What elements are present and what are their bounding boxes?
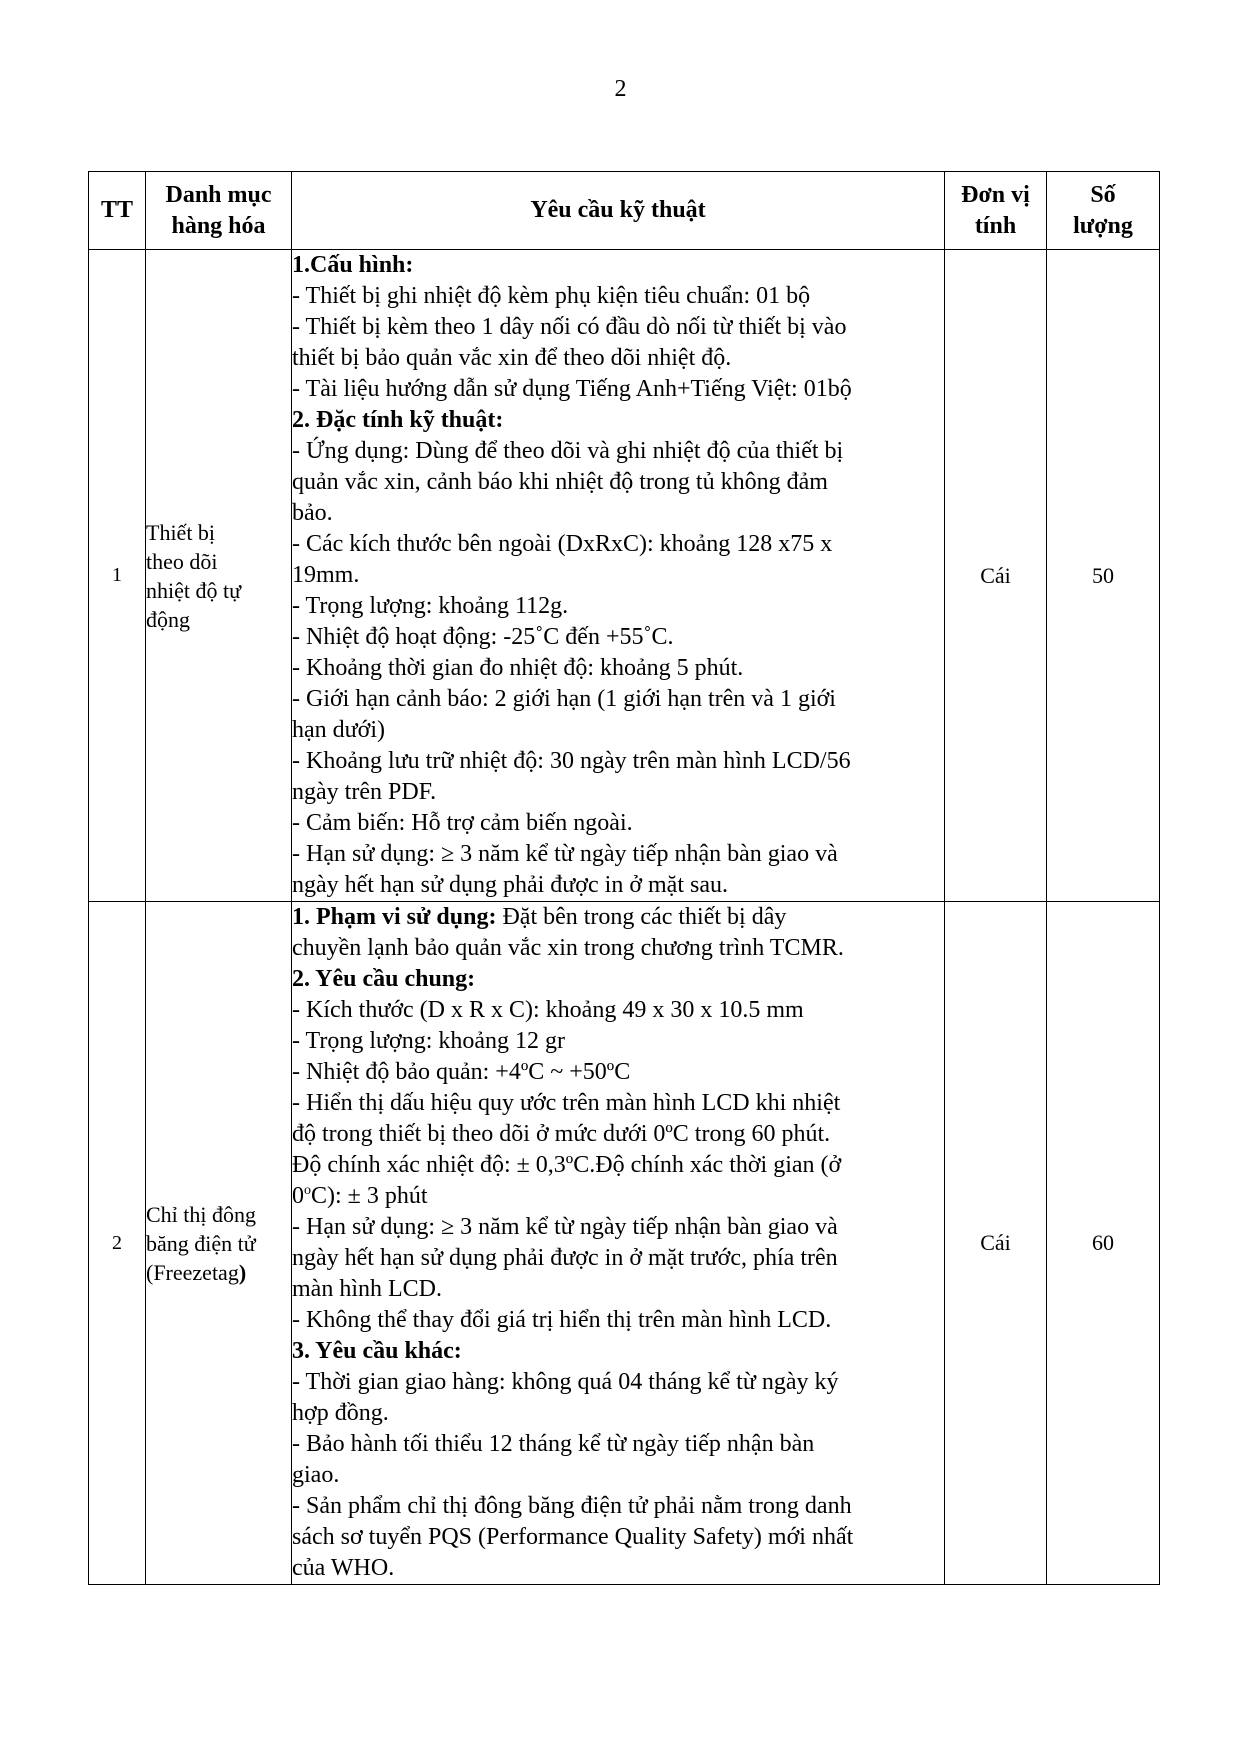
requirement-line: ngày trên PDF. (292, 779, 437, 805)
section-heading: 1. Phạm vi sử dụng: (292, 904, 497, 930)
requirement-line: - Thời gian giao hàng: không quá 04 tháng kể từ ngày ký (292, 1369, 839, 1395)
requirement-line: - Giới hạn cảnh báo: 2 giới hạn (1 giới hạn trên và 1 giới (292, 686, 836, 712)
technical-requirements (292, 250, 945, 902)
requirement-line: quản vắc xin, cảnh báo khi nhiệt độ trong tủ không đảm (292, 469, 828, 495)
requirement-line (292, 902, 944, 933)
requirement-text: 0 (292, 1183, 304, 1209)
requirement-line: ngày hết hạn sử dụng phải được in ở mặt trước, phía trên (292, 1245, 838, 1271)
requirement-line: - Các kích thước bên ngoài (DxRxC): khoảng 128 x75 x (292, 531, 833, 557)
item-name (146, 902, 292, 1585)
item-name-paren: ) (238, 1259, 247, 1285)
requirement-line: - Thiết bị ghi nhiệt độ kèm phụ kiện tiêu chuẩn: 01 bộ (292, 283, 811, 309)
item-name-line (146, 1258, 291, 1287)
requirement-line: màn hình LCD. (292, 1276, 442, 1302)
requirement-line: giao. (292, 1462, 340, 1488)
requirement-line: - Tài liệu hướng dẫn sử dụng Tiếng Anh+Tiếng Việt: 01bộ (292, 376, 852, 402)
header-unit-line-1: Đơn vị (961, 181, 1030, 208)
requirement-line: của WHO. (292, 1555, 395, 1581)
requirement-line: - Cảm biến: Hỗ trợ cảm biến ngoài. (292, 810, 633, 836)
requirement-line: - Ứng dụng: Dùng để theo dõi và ghi nhiệt độ của thiết bị (292, 438, 844, 464)
item-name (146, 250, 292, 902)
header-category-line-1: Danh mục (165, 181, 272, 208)
header-category (146, 172, 292, 250)
requirement-line: - Khoảng lưu trữ nhiệt độ: 30 ngày trên màn hình LCD/56 (292, 748, 851, 774)
requirement-line: - Kích thước (D x R x C): khoảng 49 x 30 x 10.5 mm (292, 997, 804, 1023)
requirement-line: chuyền lạnh bảo quản vắc xin trong chương trình TCMR. (292, 935, 844, 961)
requirement-text: Đặt bên trong các thiết bị dây (496, 904, 787, 930)
item-name-text: (Freezetag (146, 1259, 239, 1285)
requirement-line: hạn dưới) (292, 717, 386, 743)
header-category-line-2: hàng hóa (171, 212, 266, 239)
requirement-line: - Hiển thị dấu hiệu quy ước trên màn hình LCD khi nhiệt (292, 1090, 841, 1116)
section-heading: 1.Cấu hình: (292, 252, 414, 278)
item-name-line: băng điện tử (146, 1230, 256, 1256)
requirement-line: hợp đồng. (292, 1400, 389, 1426)
quantity-cell: 60 (1047, 902, 1160, 1585)
requirement-line: Độ chính xác nhiệt độ: ± 0,3ºC.Độ chính xác thời gian (ở (292, 1152, 842, 1178)
requirement-line: - Khoảng thời gian đo nhiệt độ: khoảng 5 phút. (292, 655, 744, 681)
header-quantity (1047, 172, 1160, 250)
table-row (89, 902, 1160, 1585)
requirement-line: 19mm. (292, 562, 360, 588)
page-number: 2 (614, 76, 627, 102)
requirement-line: - Không thể thay đổi giá trị hiển thị trên màn hình LCD. (292, 1307, 832, 1333)
header-unit-line-2: tính (974, 212, 1017, 239)
requirement-line: - Hạn sử dụng: ≥ 3 năm kể từ ngày tiếp nhận bàn giao và (292, 1214, 838, 1240)
row-number: 2 (89, 902, 146, 1585)
header-tt: TT (89, 172, 146, 250)
requirement-line: - Sản phẩm chỉ thị đông băng điện tử phải nằm trong danh (292, 1493, 852, 1519)
header-quantity-line-2: lượng (1073, 212, 1133, 239)
header-requirements: Yêu cầu kỹ thuật (292, 172, 945, 250)
section-heading: 2. Yêu cầu chung: (292, 966, 476, 992)
item-name-line: nhiệt độ tự (146, 577, 242, 603)
table-row (89, 250, 1160, 902)
specification-table (88, 171, 1160, 1585)
requirement-line (292, 1181, 944, 1212)
requirement-line: thiết bị bảo quản vắc xin để theo dõi nhiệt độ. (292, 345, 732, 371)
requirement-line: - Hạn sử dụng: ≥ 3 năm kể từ ngày tiếp nhận bàn giao và (292, 841, 838, 867)
unit-cell: Cái (945, 902, 1047, 1585)
row-number: 1 (89, 250, 146, 902)
requirement-line: độ trong thiết bị theo dõi ở mức dưới 0ºC trong 60 phút. (292, 1121, 831, 1147)
unit-cell: Cái (945, 250, 1047, 902)
section-heading: 2. Đặc tính kỹ thuật: (292, 407, 504, 433)
item-name-line: theo dõi (146, 548, 218, 574)
requirement-line: - Thiết bị kèm theo 1 dây nối có đầu dò nối từ thiết bị vào (292, 314, 847, 340)
table-header-row (89, 172, 1160, 250)
requirement-line: - Trọng lượng: khoảng 12 gr (292, 1028, 566, 1054)
item-name-line: Chỉ thị đông (146, 1201, 257, 1227)
requirement-line: - Nhiệt độ hoạt động: -25˚C đến +55˚C. (292, 624, 674, 650)
degree-sup: o (304, 1183, 311, 1198)
section-heading: 3. Yêu cầu khác: (292, 1338, 462, 1364)
requirement-line: - Nhiệt độ bảo quản: +4ºC ~ +50ºC (292, 1059, 631, 1085)
requirement-line: bảo. (292, 500, 333, 526)
header-quantity-line-1: Số (1090, 181, 1116, 208)
requirement-line: - Bảo hành tối thiểu 12 tháng kể từ ngày tiếp nhận bàn (292, 1431, 815, 1457)
requirement-line: sách sơ tuyển PQS (Performance Quality Safety) mới nhất (292, 1524, 854, 1550)
quantity-cell: 50 (1047, 250, 1160, 902)
requirement-text: C): ± 3 phút (311, 1183, 428, 1209)
technical-requirements (292, 902, 945, 1585)
header-unit (945, 172, 1047, 250)
item-name-line: động (146, 606, 190, 632)
item-name-line: Thiết bị (146, 519, 216, 545)
requirement-line: ngày hết hạn sử dụng phải được in ở mặt sau. (292, 872, 728, 898)
requirement-line: - Trọng lượng: khoảng 112g. (292, 593, 569, 619)
